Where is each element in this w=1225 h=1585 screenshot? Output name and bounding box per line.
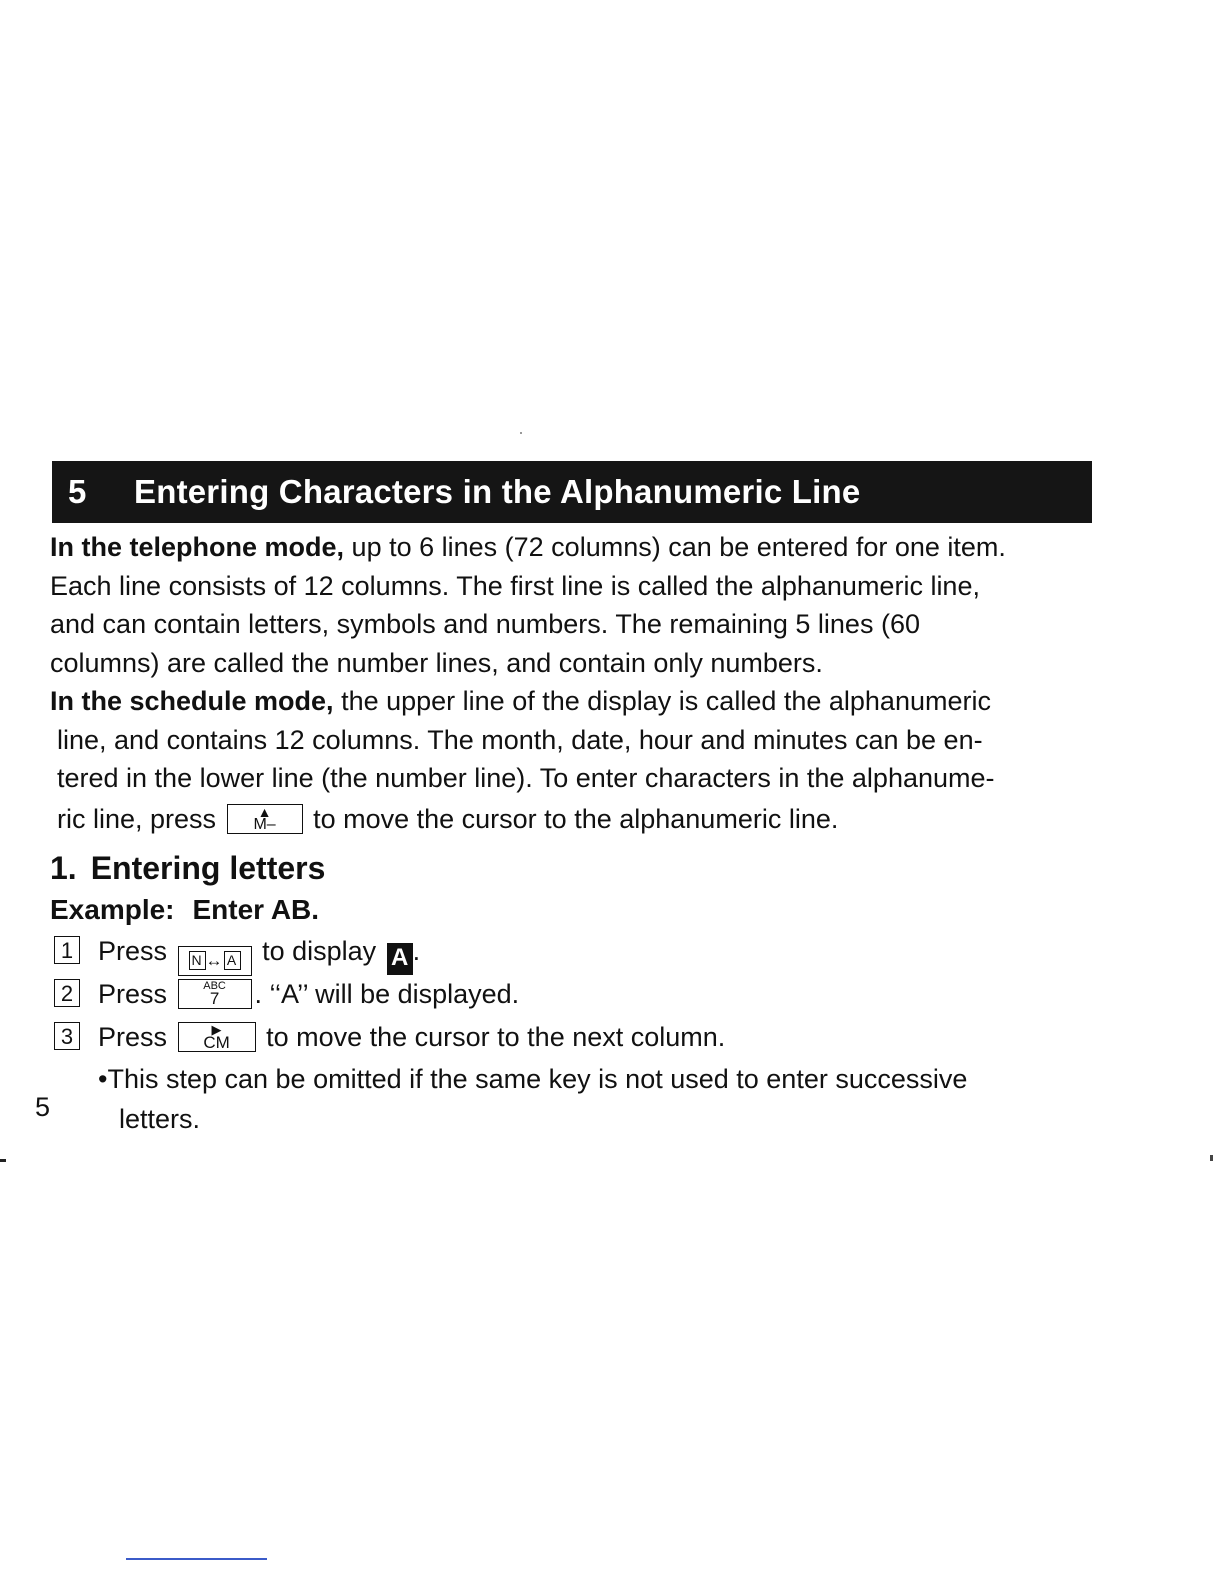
paragraph-schedule-line-4 [50, 800, 1095, 839]
key-label: A [224, 951, 241, 970]
example-label: Example: [50, 894, 175, 925]
step-text: Press [98, 979, 168, 1009]
section-title: Entering Characters in the Alphanumeric Line [134, 473, 861, 510]
bullet-icon: • [98, 1064, 108, 1094]
key-label: 7 [209, 989, 220, 1008]
alpha-mode-indicator-icon: A [387, 943, 413, 975]
paragraph-text: up to 6 lines (72 columns) can be entered for one item. [351, 532, 1006, 562]
bottom-rule [126, 1558, 267, 1560]
step-number: 3 [54, 1022, 80, 1050]
key-label: CM [203, 1033, 230, 1052]
paragraph-telephone-line-4: columns) are called the number lines, and contain only numbers. [50, 647, 823, 678]
subsection-number: 1. [50, 850, 77, 886]
paragraph-text: the upper line of the display is called the alphanumeric [341, 686, 991, 716]
n-a-toggle-key-icon [178, 946, 252, 976]
note-line-2: letters. [119, 1104, 201, 1134]
step-text: . ‘‘A’’ will be displayed. [254, 979, 520, 1009]
paragraph-text: to move the cursor to the alphanumeric line. [313, 803, 839, 834]
step-text: Press [98, 1022, 168, 1052]
step-text: Press [98, 936, 168, 966]
left-right-arrow-icon: ↔ [205, 951, 224, 970]
section-banner [52, 461, 1092, 523]
paragraph-schedule-line-1 [50, 682, 1095, 721]
step-3 [50, 1016, 1095, 1059]
telephone-mode-lead: In the telephone mode, [50, 532, 345, 562]
cm-key-icon [178, 1022, 256, 1052]
step-text: to move the cursor to the next column. [266, 1022, 726, 1052]
paragraph-telephone-line-1 [50, 528, 1095, 567]
page-number: 5 [35, 1092, 51, 1122]
schedule-mode-lead: In the schedule mode, [50, 686, 334, 716]
abc-7-key-icon [178, 979, 252, 1009]
paragraph-telephone-line-2: Each line consists of 12 columns. The first line is called the alphanumeric line, [50, 570, 980, 601]
scan-speck [520, 432, 522, 434]
example-line [50, 890, 1095, 930]
paragraph-telephone-line-3: and can contain letters, symbols and numbers. The remaining 5 lines (60 [50, 609, 920, 639]
key-label: M– [253, 815, 276, 833]
step-number: 2 [54, 979, 80, 1007]
example-text: Enter AB. [192, 894, 320, 925]
right-arrow-icon: ▶ [211, 1022, 222, 1037]
note-line-1 [50, 1059, 1095, 1099]
scan-mark [1210, 1155, 1213, 1161]
paragraph-schedule-line-3: tered in the lower line (the number line). To enter characters in the alphanume- [57, 763, 995, 793]
paragraph-text: ric line, press [57, 803, 217, 834]
subsection-title: Entering letters [90, 850, 326, 886]
step-text: . [412, 936, 421, 966]
section-number: 5 [68, 473, 87, 510]
note-text: This step can be omitted if the same key is not used to enter successive [107, 1064, 968, 1094]
key-label: ABC [203, 980, 226, 992]
page-content [50, 528, 1095, 1139]
step-text: to display [262, 936, 377, 966]
key-label: N [189, 951, 206, 970]
step-1 [50, 930, 1095, 973]
scan-mark [0, 1159, 6, 1162]
subsection-heading [50, 846, 1095, 890]
up-arrow-icon: ▲ [257, 803, 272, 820]
step-number: 1 [54, 936, 80, 964]
step-2 [50, 973, 1095, 1016]
paragraph-schedule-line-2: line, and contains 12 columns. The month, date, hour and minutes can be en- [57, 724, 983, 755]
m-minus-key-icon [227, 804, 303, 834]
